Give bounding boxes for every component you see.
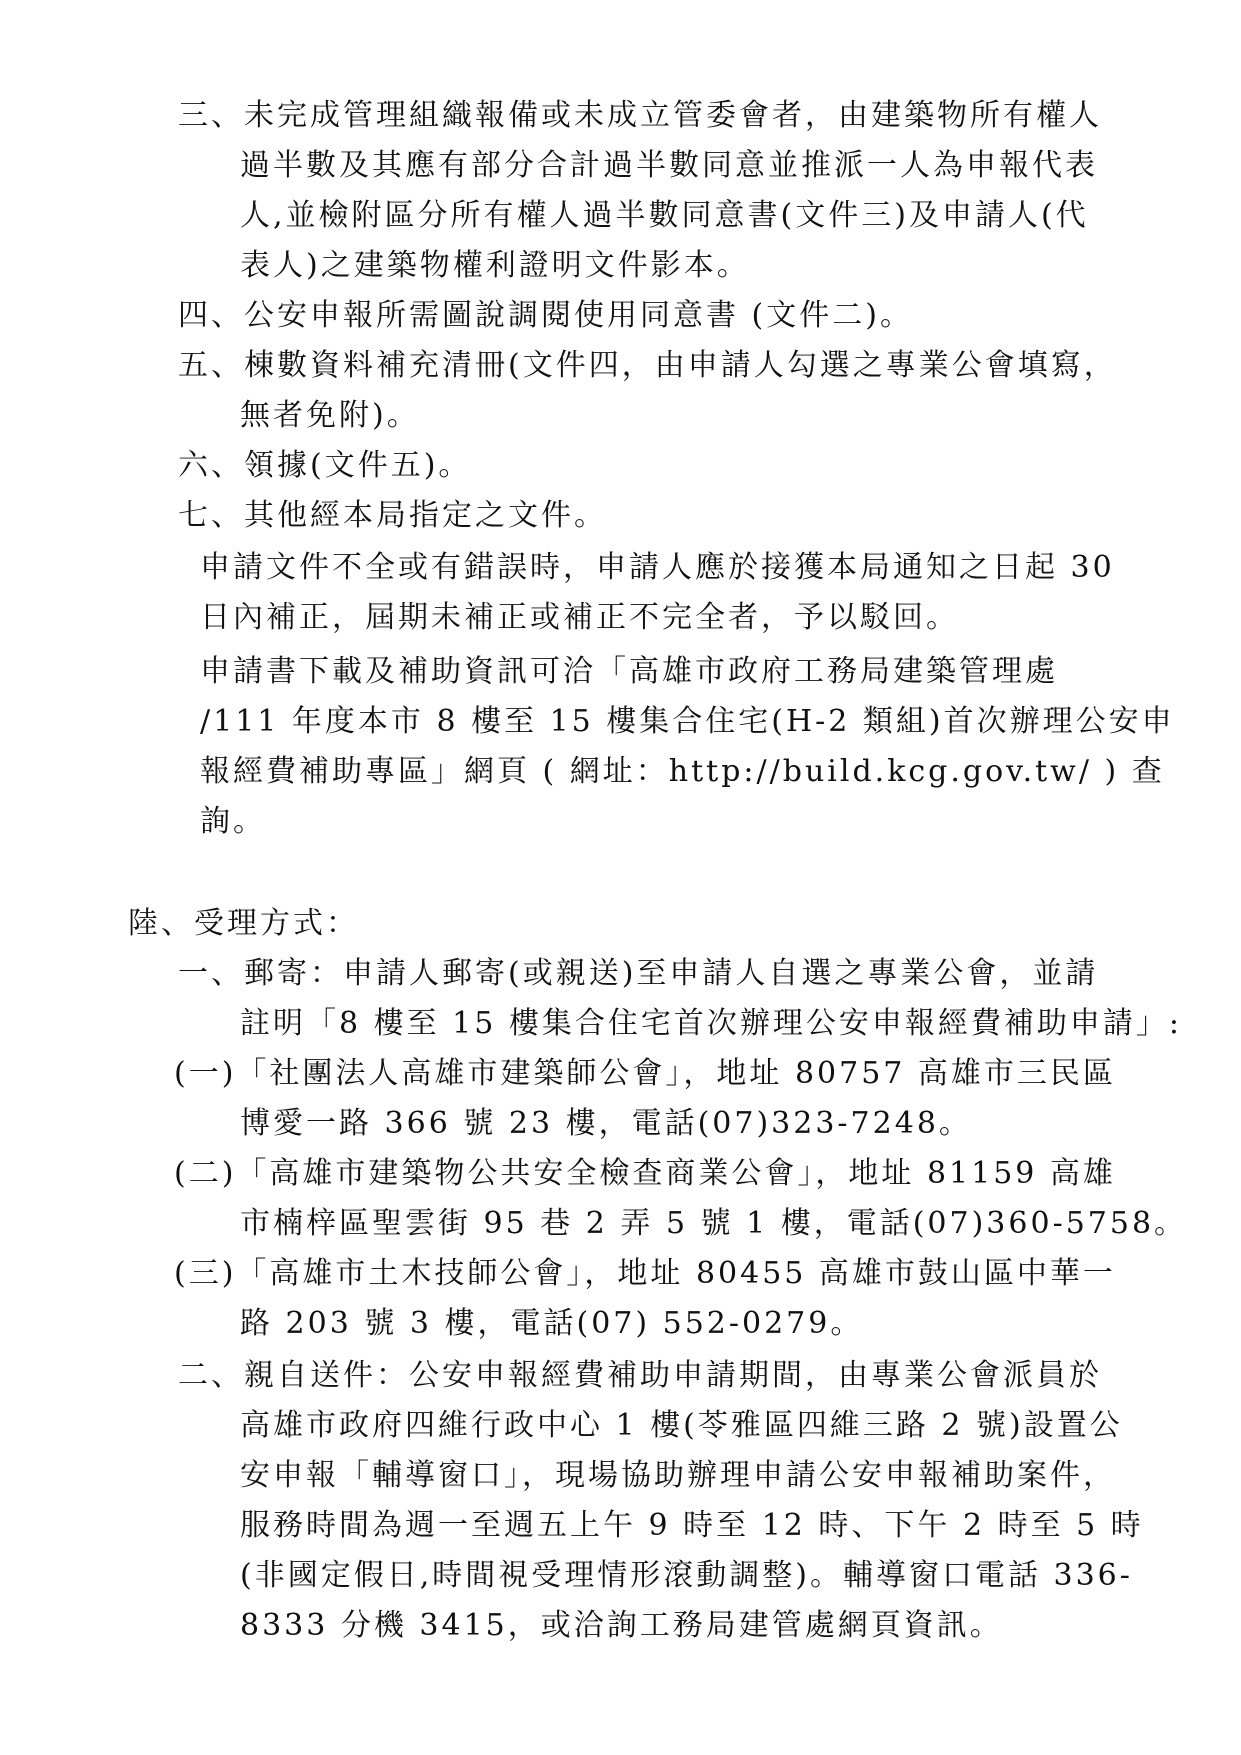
section-heading: 陸、受理方式： — [128, 906, 359, 941]
association-1-line-2: 博愛一路 366 號 23 樓，電話(07)323-7248。 — [240, 1106, 972, 1141]
item-7-line-1: 七、其他經本局指定之文件。 — [178, 498, 607, 533]
association-2-line-1: (二)「高雄市建築物公共安全檢查商業公會」，地址 81159 高雄 — [174, 1156, 1116, 1191]
item-3-line-1: 三、未完成管理組織報備或未成立管委會者，由建築物所有權人 — [178, 98, 1102, 133]
association-1-line-1: (一)「社團法人高雄市建築師公會」，地址 80757 高雄市三民區 — [174, 1056, 1116, 1091]
item-3-line-4: 表人)之建築物權利證明文件影本。 — [240, 248, 750, 283]
note-2-line-2: /111 年度本市 8 樓至 15 樓集合住宅(H-2 類組)首次辦理公安申 — [200, 704, 1175, 739]
item-3-line-2: 過半數及其應有部分合計過半數同意並推派一人為申報代表 — [240, 148, 1098, 183]
in-person-line-1: 二、親自送件：公安申報經費補助申請期間，由專業公會派員於 — [178, 1358, 1102, 1393]
item-3-line-3: 人,並檢附區分所有權人過半數同意書(文件三)及申請人(代 — [240, 198, 1089, 233]
mail-item-line-2: 註明「8 樓至 15 樓集合住宅首次辦理公安申報經費補助申請」: — [240, 1006, 1182, 1041]
item-5-line-2: 無者免附)。 — [240, 398, 420, 433]
association-3-line-2: 路 203 號 3 樓，電話(07) 552-0279。 — [240, 1306, 864, 1341]
note-2-line-3: 報經費補助專區」網頁 ( 網址：http://build.kcg.gov.tw/ ) 查 — [200, 754, 1165, 789]
in-person-line-3: 安申報「輔導窗口」，現場協助辦理申請公安申報補助案件， — [240, 1458, 1116, 1493]
in-person-line-5: (非國定假日,時間視受理情形滾動調整)。輔導窗口電話 336- — [240, 1558, 1133, 1593]
in-person-line-6: 8333 分機 3415，或洽詢工務局建管處網頁資訊。 — [240, 1608, 1003, 1643]
note-2-line-4: 詢。 — [200, 804, 266, 839]
note-1-line-1: 申請文件不全或有錯誤時，申請人應於接獲本局通知之日起 30 — [200, 550, 1115, 585]
in-person-line-2: 高雄市政府四維行政中心 1 樓(苓雅區四維三路 2 號)設置公 — [240, 1408, 1123, 1443]
association-3-line-1: (三)「高雄市土木技師公會」，地址 80455 高雄市鼓山區中華一 — [174, 1256, 1116, 1291]
item-4-line-1: 四、公安申報所需圖說調閱使用同意書 (文件二)。 — [178, 298, 913, 333]
item-6-line-1: 六、領據(文件五)。 — [178, 448, 472, 483]
in-person-line-4: 服務時間為週一至週五上午 9 時至 12 時、下午 2 時至 5 時 — [240, 1508, 1144, 1543]
note-1-line-2: 日內補正，屆期未補正或補正不完全者，予以駁回。 — [200, 600, 959, 635]
mail-item-line-1: 一、郵寄：申請人郵寄(或親送)至申請人自選之專業公會，並請 — [178, 956, 1099, 991]
note-2-line-1: 申請書下載及補助資訊可洽「高雄市政府工務局建築管理處 — [200, 654, 1058, 689]
association-2-line-2: 市楠梓區聖雲街 95 巷 2 弄 5 號 1 樓，電話(07)360-5758。 — [240, 1206, 1188, 1241]
item-5-line-1: 五、棟數資料補充清冊(文件四，由申請人勾選之專業公會填寫， — [178, 348, 1117, 383]
